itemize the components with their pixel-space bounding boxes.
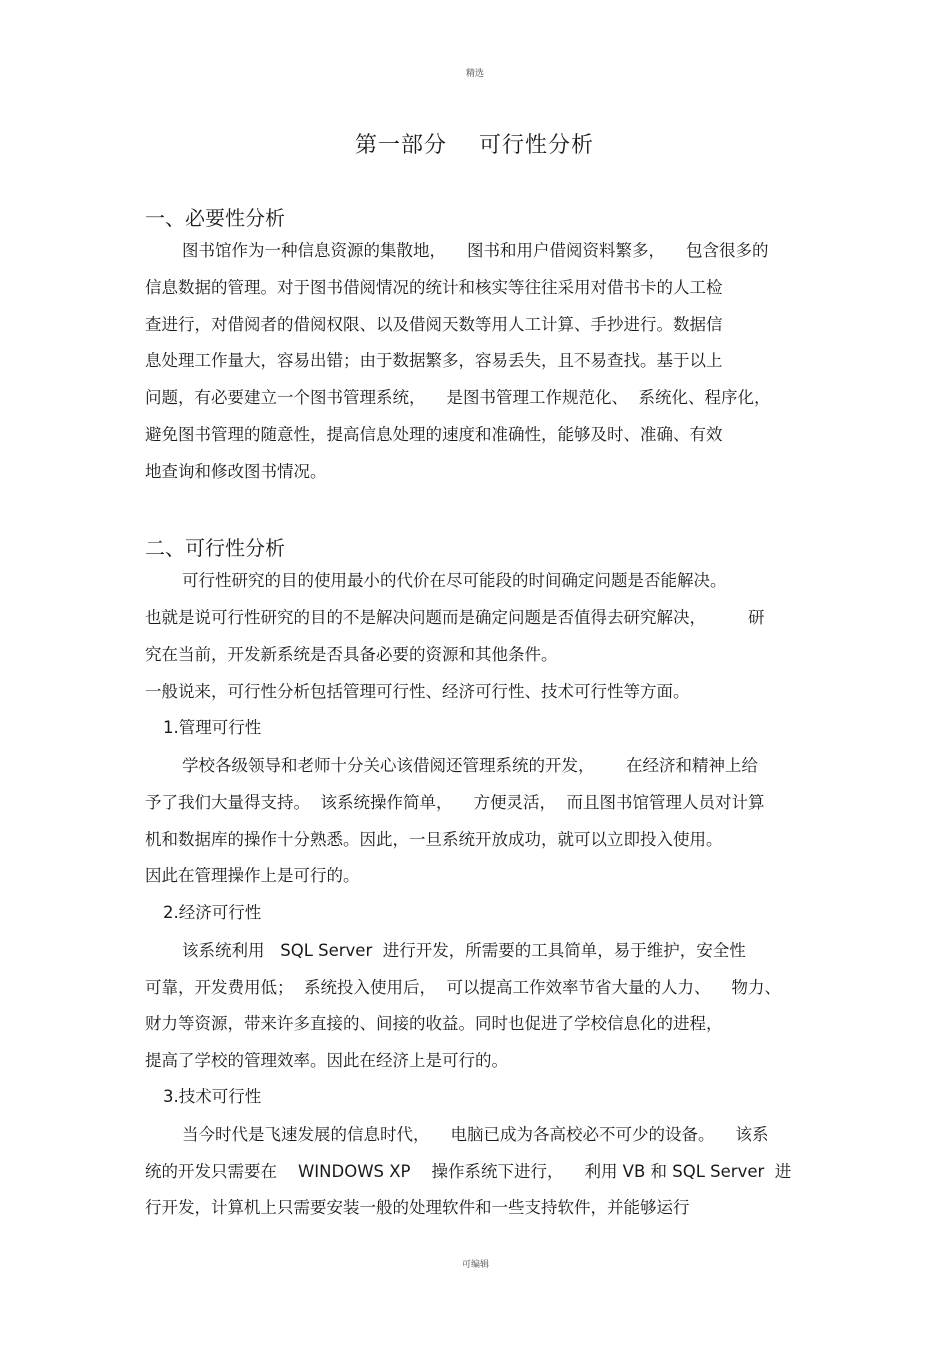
paragraph-line: 财力等资源，带来许多直接的、间接的收益。同时也促进了学校信息化的进程， [145,1014,723,1033]
paragraph-line: 机和数据库的操作十分熟悉。因此，一旦系统开放成功，就可以立即投入使用。 [145,830,723,849]
paragraph-line: 提高了学校的管理效率。因此在经济上是可行的。 [145,1051,508,1070]
page-header: 精选 [466,69,485,79]
paragraph-line: 统的开发只需要在 WINDOWS XP 操作系统下进行， 利用 VB 和 SQL Server 进 [145,1162,792,1181]
paragraph-line: 地查询和修改图书情况。 [145,462,327,481]
paragraph-line: 一般说来，可行性分析包括管理可行性、经济可行性、技术可行性等方面。 [145,682,690,701]
paragraph-line: 学校各级领导和老师十分关心该借阅还管理系统的开发， 在经济和精神上给 [182,756,758,775]
paragraph-line: 图书馆作为一种信息资源的集散地， 图书和用户借阅资料繁多， 包含很多的 [182,241,769,260]
paragraph-line: 究在当前，开发新系统是否具备必要的资源和其他条件。 [145,645,558,664]
paragraph-line: 信息数据的管理。对于图书借阅情况的统计和核实等往往采用对借书卡的人工检 [145,278,723,297]
paragraph-line: 可行性研究的目的使用最小的代价在尽可能段的时间确定问题是否能解决。 [182,571,727,590]
paragraph-line: 予了我们大量得支持。 该系统操作简单， 方便灵活， 而且图书馆管理人员对计算 [145,793,765,812]
paragraph-line: 也就是说可行性研究的目的不是解决问题而是确定问题是否值得去研究解决， 研 [145,608,765,627]
paragraph-line: 可靠，开发费用低； 系统投入使用后， 可以提高工作效率节省大量的人力、 物力、 [145,978,781,997]
paragraph-line: 该系统利用 SQL Server 进行开发，所需要的工具简单，易于维护，安全性 [182,941,746,960]
section-heading-feasibility: 二、可行性分析 [145,536,285,560]
section-heading-necessity: 一、必要性分析 [145,206,285,230]
paragraph-line: 问题，有必要建立一个图书管理系统， 是图书管理工作规范化、 系统化、程序化， [145,388,771,407]
paragraph-line: 息处理工作量大，容易出错；由于数据繁多，容易丢失，且不易查找。基于以上 [145,351,723,370]
paragraph-line: 查进行，对借阅者的借阅权限、以及借阅天数等用人工计算、手抄进行。数据信 [145,315,723,334]
page-title: 第一部分 可行性分析 [355,133,594,158]
subsection-heading-economic: 2.经济可行性 [163,903,262,922]
paragraph-line: 当今时代是飞速发展的信息时代， 电脑已成为各高校必不可少的设备。 该系 [182,1125,769,1144]
paragraph-line: 因此在管理操作上是可行的。 [145,866,360,885]
subsection-heading-management: 1.管理可行性 [163,718,262,737]
paragraph-line: 避免图书管理的随意性，提高信息处理的速度和准确性，能够及时、准确、有效 [145,425,723,444]
paragraph-line: 行开发，计算机上只需要安装一般的处理软件和一些支持软件，并能够运行 [145,1198,690,1217]
subsection-heading-technical: 3.技术可行性 [163,1087,262,1106]
page-footer: 可编辑 [462,1260,490,1270]
